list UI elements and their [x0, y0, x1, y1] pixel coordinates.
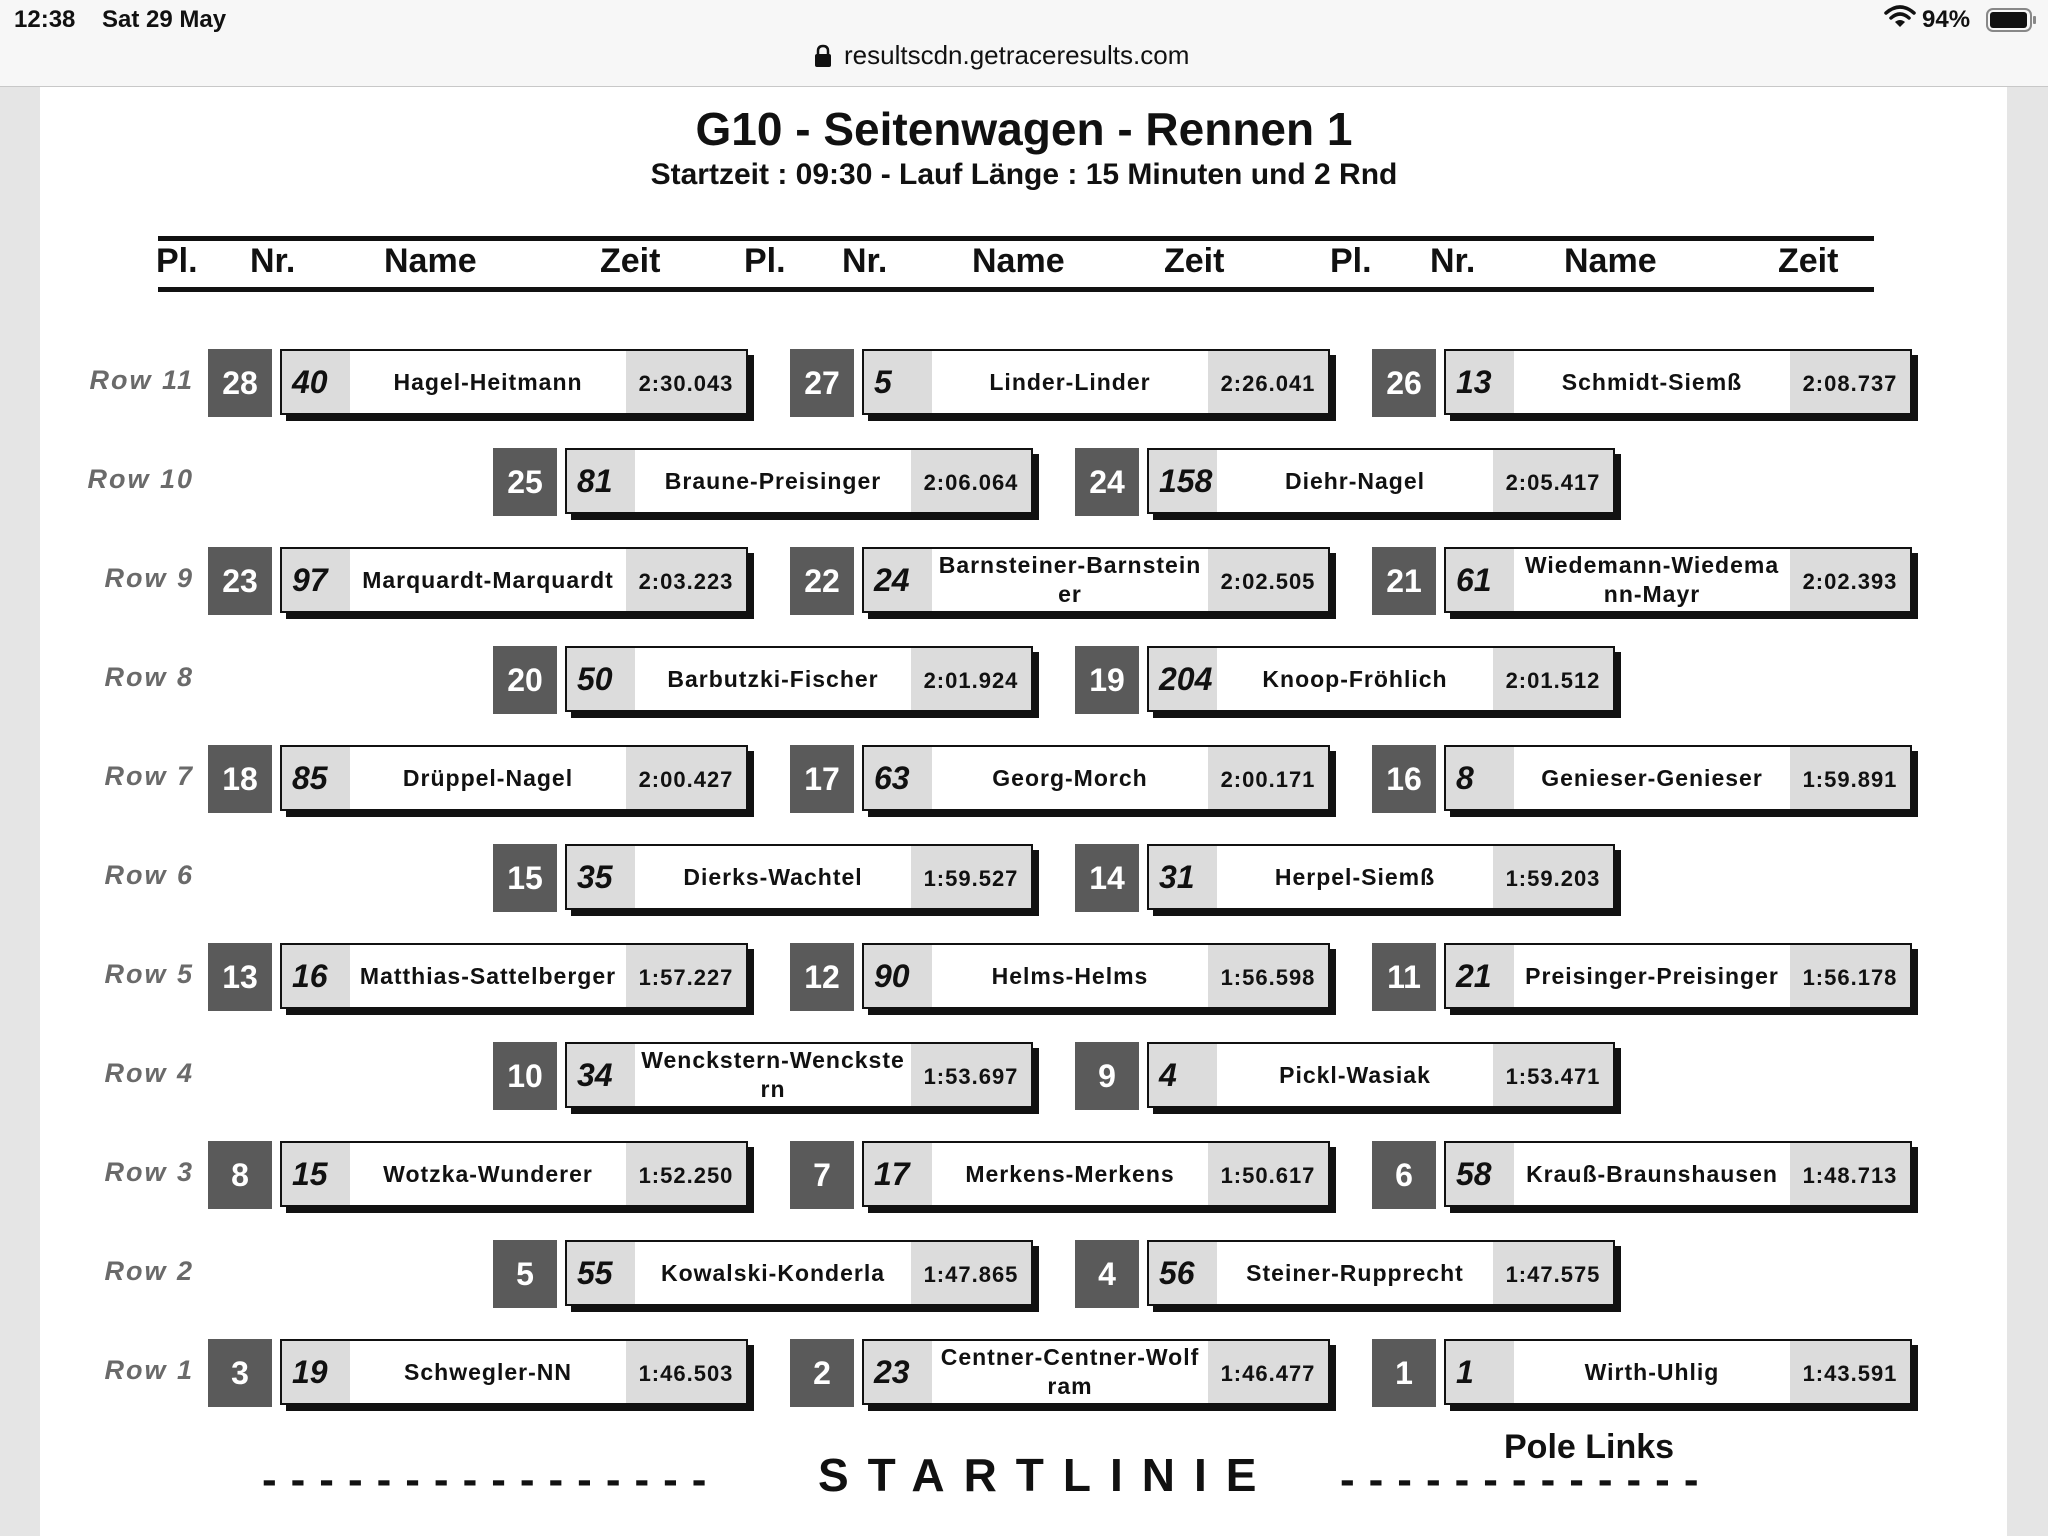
- place-badge: 12: [790, 943, 854, 1011]
- grid-entry: [208, 349, 774, 417]
- lap-time: 1:50.617: [1208, 1143, 1328, 1205]
- entry-card: [565, 448, 1033, 514]
- team-name: Matthias-Sattelberger: [359, 962, 617, 989]
- team-name: Knoop-Fröhlich: [1262, 665, 1448, 692]
- team-name: Kowalski-Konderla: [660, 1259, 886, 1286]
- start-number: 17: [864, 1143, 932, 1205]
- status-bar: [0, 0, 2048, 40]
- lap-time: 1:59.891: [1790, 747, 1910, 809]
- row-label: Row 1: [104, 1355, 194, 1385]
- team-name: Hagel-Heitmann: [393, 368, 583, 395]
- grid-entry: [790, 547, 1356, 615]
- lap-time: 1:59.203: [1493, 846, 1613, 908]
- battery-percent: 94%: [1922, 6, 1971, 33]
- grid-entry: [208, 1141, 774, 1209]
- entry-card: [1444, 1141, 1912, 1207]
- wifi-icon: [1884, 2, 1916, 32]
- team-name: Pickl-Wasiak: [1279, 1061, 1431, 1088]
- row-label: Row 6: [104, 860, 194, 890]
- entry-card: [565, 1240, 1033, 1306]
- startline-dashes-left: ----------------: [262, 1455, 721, 1504]
- lap-time: 2:26.041: [1208, 351, 1328, 413]
- lap-time: 2:02.393: [1790, 549, 1910, 611]
- team-name: Merkens-Merkens: [965, 1160, 1175, 1187]
- entry-card: [1147, 1042, 1615, 1108]
- grid-entry: [493, 1240, 1059, 1308]
- header-pl: Pl.: [744, 242, 786, 280]
- start-number: 24: [864, 549, 932, 611]
- team-name: Diehr-Nagel: [1284, 467, 1426, 494]
- place-badge: 5: [493, 1240, 557, 1308]
- start-number: 40: [282, 351, 350, 413]
- page-margin-right: [2007, 87, 2048, 1536]
- team-name: Krauß-Braunshausen: [1526, 1160, 1778, 1187]
- lap-time: 1:52.250: [626, 1143, 746, 1205]
- entry-card: [862, 943, 1330, 1009]
- place-badge: 27: [790, 349, 854, 417]
- lock-icon: [814, 44, 832, 68]
- entry-card: [1444, 1339, 1912, 1405]
- start-number: 21: [1446, 945, 1514, 1007]
- start-number: 5: [864, 351, 932, 413]
- lap-time: 2:01.512: [1493, 648, 1613, 710]
- place-badge: 28: [208, 349, 272, 417]
- page-margin-left: [0, 87, 40, 1536]
- team-name: Barbutzki-Fischer: [667, 665, 879, 692]
- lap-time: 1:46.503: [626, 1341, 746, 1403]
- grid-entry: [208, 547, 774, 615]
- row-label: Row 8: [104, 662, 194, 692]
- team-name: Schmidt-Siemß: [1561, 368, 1743, 395]
- team-name: Herpel-Siemß: [1274, 863, 1436, 890]
- entry-card: [280, 1141, 748, 1207]
- place-badge: 9: [1075, 1042, 1139, 1110]
- lap-time: 1:53.471: [1493, 1044, 1613, 1106]
- entry-card: [280, 745, 748, 811]
- startline-dashes-right: -------------: [1340, 1455, 1713, 1504]
- grid-entry: [1372, 349, 1938, 417]
- lap-time: 2:05.417: [1493, 450, 1613, 512]
- team-name: Steiner-Rupprecht: [1246, 1259, 1464, 1286]
- place-badge: 17: [790, 745, 854, 813]
- entry-card: [565, 1042, 1033, 1108]
- grid-entry: [208, 745, 774, 813]
- start-number: 15: [282, 1143, 350, 1205]
- battery-icon: [1986, 8, 2038, 32]
- grid-entry: [493, 844, 1059, 912]
- row-label: Row 7: [104, 761, 194, 791]
- start-number: 56: [1149, 1242, 1217, 1304]
- grid-entry: [790, 349, 1356, 417]
- header-name: Name: [1564, 242, 1657, 280]
- grid-entry: [208, 943, 774, 1011]
- entry-card: [280, 943, 748, 1009]
- grid-entry: [493, 1042, 1059, 1110]
- grid-entry: [1372, 745, 1938, 813]
- grid-entry: [208, 1339, 774, 1407]
- entry-card: [1444, 547, 1912, 613]
- status-date: Sat 29 May: [102, 6, 227, 33]
- start-number: 97: [282, 549, 350, 611]
- lap-time: 1:56.598: [1208, 945, 1328, 1007]
- team-name: Genieser-Genieser: [1541, 764, 1763, 791]
- entry-card: [862, 1339, 1330, 1405]
- row-label: Row 3: [104, 1157, 194, 1187]
- place-badge: 13: [208, 943, 272, 1011]
- grid-entry: [790, 1141, 1356, 1209]
- header-name: Name: [972, 242, 1065, 280]
- grid-entry: [1372, 1141, 1938, 1209]
- entry-card: [862, 547, 1330, 613]
- row-label: Row 10: [87, 464, 194, 494]
- team-name: Preisinger-Preisinger: [1525, 962, 1779, 989]
- start-number: 19: [282, 1341, 350, 1403]
- team-name: Georg-Morch: [992, 764, 1148, 791]
- start-number: 4: [1149, 1044, 1217, 1106]
- entry-card: [862, 349, 1330, 415]
- header-rule-bottom: [158, 287, 1874, 292]
- start-number: 50: [567, 648, 635, 710]
- grid-entry: [1075, 1240, 1641, 1308]
- team-name: Helms-Helms: [991, 962, 1149, 989]
- row-label: Row 5: [104, 959, 194, 989]
- place-badge: 25: [493, 448, 557, 516]
- grid-entry: [1372, 1339, 1938, 1407]
- url-text[interactable]: resultscdn.getraceresults.com: [844, 40, 1190, 70]
- status-time: 12:38: [14, 6, 76, 33]
- start-number: 16: [282, 945, 350, 1007]
- start-number: 58: [1446, 1143, 1514, 1205]
- entry-card: [280, 547, 748, 613]
- team-name: Wirth-Uhlig: [1584, 1358, 1720, 1385]
- pole-position-label: Pole Links: [1504, 1428, 1675, 1466]
- row-label: Row 2: [104, 1256, 194, 1286]
- grid-entry: [493, 448, 1059, 516]
- start-number: 63: [864, 747, 932, 809]
- entry-card: [862, 1141, 1330, 1207]
- start-number: 1: [1446, 1341, 1514, 1403]
- place-badge: 7: [790, 1141, 854, 1209]
- start-number: 90: [864, 945, 932, 1007]
- row-label: Row 4: [104, 1058, 194, 1088]
- row-label: Row 9: [104, 563, 194, 593]
- lap-time: 2:00.427: [626, 747, 746, 809]
- team-name: Braune-Preisinger: [664, 467, 882, 494]
- team-name: Schwegler-NN: [404, 1358, 572, 1385]
- lap-time: 1:56.178: [1790, 945, 1910, 1007]
- team-name: Linder-Linder: [989, 368, 1151, 395]
- lap-time: 1:57.227: [626, 945, 746, 1007]
- header-zeit: Zeit: [600, 242, 661, 280]
- header-nr: Nr.: [1430, 242, 1476, 280]
- start-number: 8: [1446, 747, 1514, 809]
- place-badge: 2: [790, 1339, 854, 1407]
- lap-time: 1:43.591: [1790, 1341, 1910, 1403]
- place-badge: 20: [493, 646, 557, 714]
- place-badge: 3: [208, 1339, 272, 1407]
- entry-card: [1147, 844, 1615, 910]
- lap-time: 2:02.505: [1208, 549, 1328, 611]
- lap-time: 2:03.223: [626, 549, 746, 611]
- start-number: 34: [567, 1044, 635, 1106]
- team-name: Marquardt-Marquardt: [362, 566, 614, 593]
- lap-time: 2:08.737: [1790, 351, 1910, 413]
- place-badge: 1: [1372, 1339, 1436, 1407]
- header-pl: Pl.: [1330, 242, 1372, 280]
- header-rule-top: [158, 236, 1874, 241]
- row-label: Row 11: [89, 365, 194, 395]
- grid-entry: [1075, 646, 1641, 714]
- entry-card: [1147, 1240, 1615, 1306]
- entry-card: [565, 646, 1033, 712]
- header-nr: Nr.: [842, 242, 888, 280]
- grid-entry: [493, 646, 1059, 714]
- place-badge: 23: [208, 547, 272, 615]
- page-subtitle: Startzeit : 09:30 - Lauf Länge : 15 Minuten und 2 Rnd: [650, 158, 1398, 191]
- start-number: 55: [567, 1242, 635, 1304]
- entry-card: [1147, 646, 1615, 712]
- header-pl: Pl.: [156, 242, 198, 280]
- place-badge: 11: [1372, 943, 1436, 1011]
- place-badge: 6: [1372, 1141, 1436, 1209]
- place-badge: 19: [1075, 646, 1139, 714]
- grid-entry: [1075, 448, 1641, 516]
- entry-card: [1444, 943, 1912, 1009]
- lap-time: 2:00.171: [1208, 747, 1328, 809]
- entry-card: [565, 844, 1033, 910]
- grid-entry: [790, 943, 1356, 1011]
- place-badge: 15: [493, 844, 557, 912]
- entry-card: [1147, 448, 1615, 514]
- header-name: Name: [384, 242, 477, 280]
- entry-card: [862, 745, 1330, 811]
- team-name: Dierks-Wachtel: [683, 863, 863, 890]
- lap-time: 1:46.477: [1208, 1341, 1328, 1403]
- start-number: 204: [1149, 648, 1217, 710]
- start-number: 35: [567, 846, 635, 908]
- team-name: Wiedemann-Wiedemann-Mayr: [1524, 552, 1780, 607]
- place-badge: 10: [493, 1042, 557, 1110]
- place-badge: 24: [1075, 448, 1139, 516]
- place-badge: 16: [1372, 745, 1436, 813]
- start-number: 158: [1149, 450, 1217, 512]
- team-name: Barnsteiner-Barnsteiner: [938, 552, 1202, 607]
- grid-entry: [790, 745, 1356, 813]
- grid-entry: [1075, 844, 1641, 912]
- start-number: 13: [1446, 351, 1514, 413]
- entry-card: [280, 1339, 748, 1405]
- place-badge: 26: [1372, 349, 1436, 417]
- startline-label: STARTLINIE: [818, 1449, 1276, 1501]
- place-badge: 18: [208, 745, 272, 813]
- team-name: Drüppel-Nagel: [402, 764, 574, 791]
- entry-card: [1444, 745, 1912, 811]
- lap-time: 1:53.697: [911, 1044, 1031, 1106]
- start-number: 61: [1446, 549, 1514, 611]
- grid-entry: [790, 1339, 1356, 1407]
- lap-time: 1:47.865: [911, 1242, 1031, 1304]
- lap-time: 2:06.064: [911, 450, 1031, 512]
- place-badge: 8: [208, 1141, 272, 1209]
- place-badge: 14: [1075, 844, 1139, 912]
- place-badge: 22: [790, 547, 854, 615]
- start-number: 23: [864, 1341, 932, 1403]
- team-name: Centner-Centner-Wolfram: [940, 1344, 1200, 1399]
- header-nr: Nr.: [250, 242, 296, 280]
- lap-time: 2:30.043: [626, 351, 746, 413]
- start-number: 85: [282, 747, 350, 809]
- grid-entry: [1372, 547, 1938, 615]
- lap-time: 1:48.713: [1790, 1143, 1910, 1205]
- grid-entry: [1372, 943, 1938, 1011]
- lap-time: 1:47.575: [1493, 1242, 1613, 1304]
- lap-time: 2:01.924: [911, 648, 1031, 710]
- header-zeit: Zeit: [1778, 242, 1839, 280]
- start-number: 81: [567, 450, 635, 512]
- place-badge: 21: [1372, 547, 1436, 615]
- header-zeit: Zeit: [1164, 242, 1225, 280]
- place-badge: 4: [1075, 1240, 1139, 1308]
- entry-card: [1444, 349, 1912, 415]
- page-title: G10 - Seitenwagen - Rennen 1: [695, 103, 1353, 155]
- team-name: Wenckstern-Wenckstern: [641, 1047, 905, 1102]
- team-name: Wotzka-Wunderer: [383, 1160, 593, 1187]
- lap-time: 1:59.527: [911, 846, 1031, 908]
- entry-card: [280, 349, 748, 415]
- start-number: 31: [1149, 846, 1217, 908]
- grid-entry: [1075, 1042, 1641, 1110]
